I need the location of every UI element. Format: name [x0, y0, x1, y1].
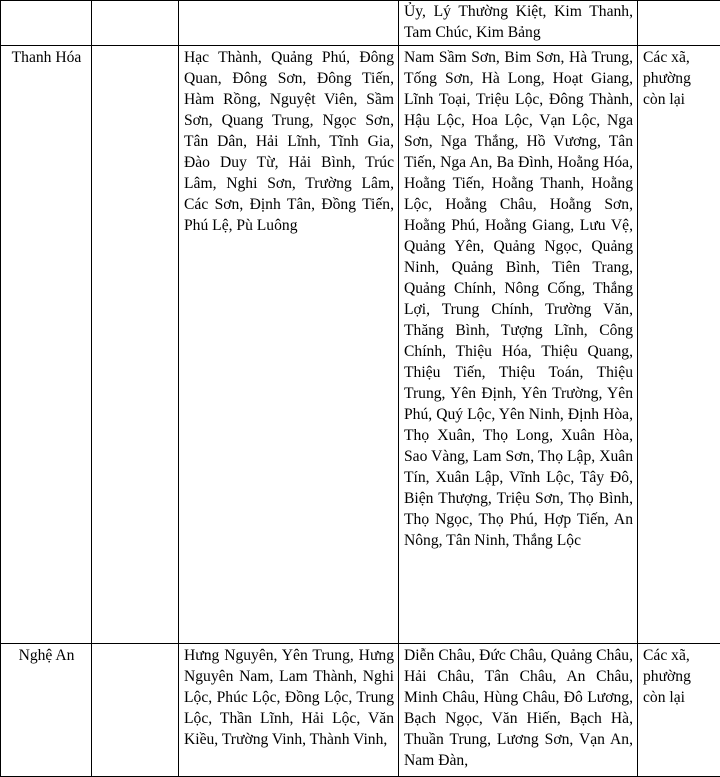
cell-remainder: Các xã, phường còn lại — [638, 46, 720, 644]
cell-district — [92, 644, 179, 777]
cell-wards-secondary: Nam Sầm Sơn, Bim Sơn, Hà Trung, Tống Sơn, Hà Long, Hoạt Giang, Lĩnh Toại, Triệu Lộc, Đông Thành, Hậu Lộc, Hoa Lộc, Vạn Lộc, Nga Sơn, Nga Thắng, Hồ Vương, Tân Tiến, Nga An, Ba Đình, Hoằng Hóa, Hoằng Tiến, Hoằng Thanh, Hoằng Lộc, Hoằng Châu, Hoằng Sơn, Hoằng Phú, Hoằng Giang, Lưu Vệ, Quảng Yên, Quảng Ngọc, Quảng Ninh, Quảng Bình, Tiên Trang, Quảng Chính, Nông Cống, Thắng Lợi, Trung Chính, Trường Văn, Thăng Bình, Tượng Lĩnh, Công Chính, Thiệu Hóa, Thiệu Quang, Thiệu Tiến, Thiệu Toán, Thiệu Trung, Yên Định, Yên Trường, Yên Phú, Quý Lộc, Yên Ninh, Định Hòa, Thọ Xuân, Thọ Long, Xuân Hòa, Sao Vàng, Lam Sơn, Thọ Lập, Xuân Tín, Xuân Lập, Vĩnh Lộc, Tây Đô, Biện Thượng, Triệu Sơn, Thọ Bình, Thọ Ngọc, Thọ Phú, Hợp Tiến, An Nông, Tân Ninh, Thắng Lộc — [399, 46, 638, 644]
cell-district — [92, 46, 179, 644]
cell-wards-primary: Hạc Thành, Quảng Phú, Đông Quan, Đông Sơn, Đông Tiến, Hàm Rồng, Nguyệt Viên, Sầm Sơn, Quang Trung, Ngọc Sơn, Tân Dân, Hải Lĩnh, Tĩnh Gia, Đào Duy Từ, Hải Bình, Trúc Lâm, Nghi Sơn, Trường Lâm, Các Sơn, Định Tân, Đồng Tiến, Phú Lệ, Pù Luông — [179, 46, 399, 644]
table-row — [1, 644, 720, 777]
cell-wards-secondary: Ủy, Lý Thường Kiệt, Kim Thanh, Tam Chúc, Kim Bảng — [399, 1, 638, 46]
cell-remainder: Các xã, phường còn lại — [638, 644, 720, 777]
table-row — [1, 1, 720, 46]
table-row — [1, 46, 720, 644]
cell-province — [1, 46, 92, 644]
cell-province — [1, 1, 92, 46]
cell-province — [1, 644, 92, 777]
cell-wards-primary — [179, 1, 399, 46]
cell-wards-secondary: Diễn Châu, Đức Châu, Quảng Châu, Hải Châu, Tân Châu, An Châu, Minh Châu, Hùng Châu, Đô Lương, Bạch Ngọc, Văn Hiến, Bạch Hà, Thuần Trung, Lương Sơn, Vạn An, Nam Đàn, — [399, 644, 638, 777]
cell-remainder — [638, 1, 720, 46]
cell-wards-primary: Hưng Nguyên, Yên Trung, Hưng Nguyên Nam, Lam Thành, Nghi Lộc, Phúc Lộc, Đồng Lộc, Trung Lộc, Thần Lĩnh, Hải Lộc, Văn Kiều, Trường Vinh, Thành Vinh, — [179, 644, 399, 777]
province-name: Thanh Hóa — [6, 47, 87, 68]
cell-district — [92, 1, 179, 46]
province-name: Nghệ An — [6, 645, 87, 666]
